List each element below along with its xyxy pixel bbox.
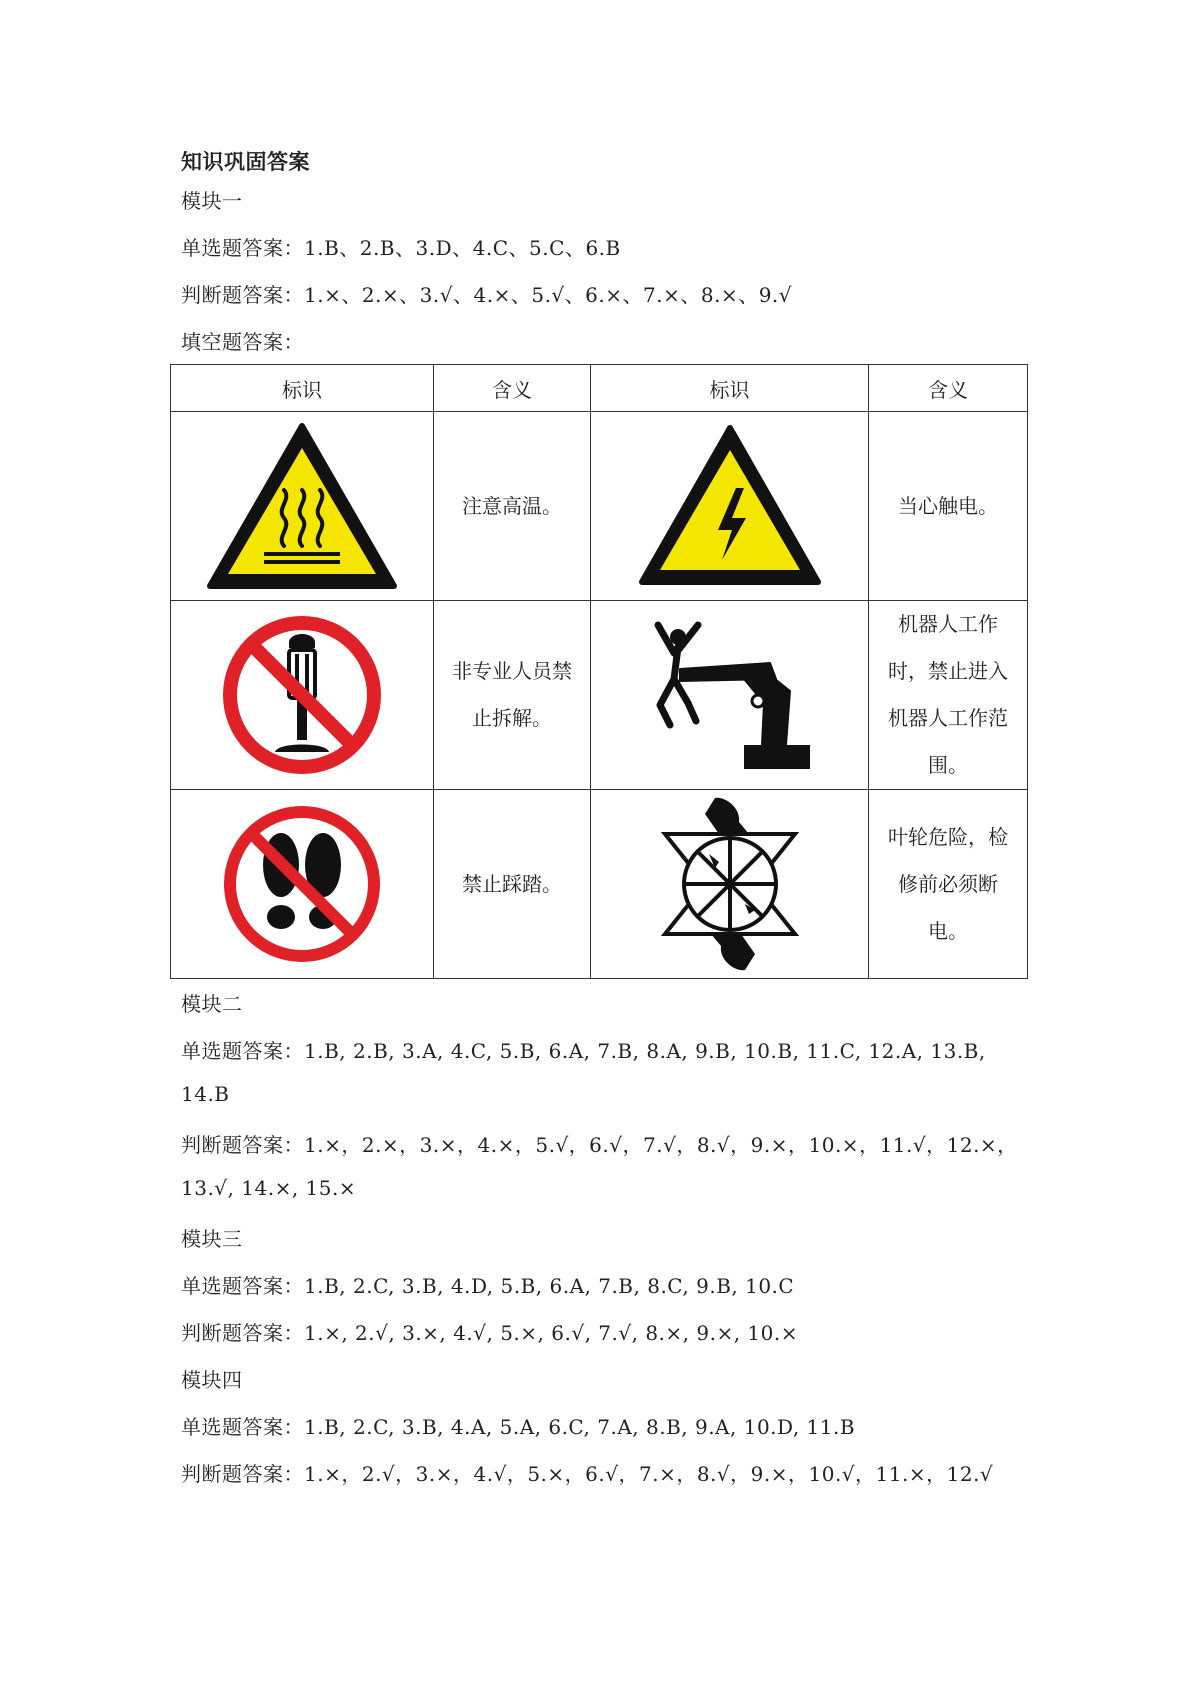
meaning-text: 止拆解。 [472, 706, 552, 730]
module-4-heading: 模块四 [181, 1368, 243, 1392]
module-3-single-choice: 单选题答案：1.B, 2.C, 3.B, 4.D, 5.B, 6.A, 7.B, 8.C, 9.B, 10.C [181, 1274, 795, 1298]
module-4-single-choice: 单选题答案：1.B, 2.C, 3.B, 4.A, 5.A, 6.C, 7.A, 8.B, 9.A, 10.D, 11.B [181, 1415, 856, 1439]
header-sign: 标识 [591, 365, 869, 412]
module-2-single-choice: 单选题答案：1.B, 2.B, 3.A, 4.C, 5.B, 6.A, 7.B, 8.A, 9.B, 10.B, 11.C, 12.A, 13.B, [181, 1039, 986, 1063]
no-stepping-prohibition-icon [217, 799, 387, 969]
module-1-true-false: 判断题答案：1.×、2.×、3.√、4.×、5.√、6.×、7.×、8.×、9.√ [181, 283, 793, 307]
module-2-single-choice-cont: 14.B [181, 1082, 230, 1106]
meaning-text: 机器人工作 [898, 612, 998, 636]
sign-cell [591, 412, 869, 601]
sign-cell [591, 601, 869, 790]
header-meaning: 含义 [869, 365, 1028, 412]
sign-cell [171, 790, 434, 979]
module-1-single-choice: 单选题答案：1.B、2.B、3.D、4.C、5.C、6.B [181, 236, 621, 260]
meaning-cell [434, 601, 591, 790]
hot-surface-warning-icon [202, 418, 402, 594]
meaning-text: 非专业人员禁 [452, 659, 572, 683]
meaning-cell [434, 790, 591, 979]
safety-signs-table [170, 364, 1028, 979]
meaning-cell [869, 412, 1028, 601]
page-title: 知识巩固答案 [181, 149, 310, 174]
meaning-text: 修前必须断 [898, 871, 998, 896]
meaning-text: 叶轮危险，检 [888, 824, 1008, 849]
module-3-true-false: 判断题答案：1.×, 2.√, 3.×, 4.√, 5.×, 6.√, 7.√, 8.×, 9.×, 10.× [181, 1321, 799, 1345]
table-header-row [171, 365, 1028, 412]
sign-cell [171, 601, 434, 790]
meaning-text: 禁止踩踏。 [462, 871, 562, 896]
module-2-true-false-cont: 13.√, 14.×, 15.× [181, 1176, 357, 1200]
sign-cell [591, 790, 869, 979]
module-4-true-false: 判断题答案：1.×，2.√，3.×，4.√，5.×，6.√，7.×，8.√，9.×，10.√，11.×，12.√ [181, 1462, 994, 1486]
module-1-heading: 模块一 [181, 189, 243, 213]
module-3-heading: 模块三 [181, 1227, 243, 1251]
meaning-text: 电。 [928, 918, 968, 943]
no-disassembly-prohibition-icon [217, 610, 387, 780]
table-row [171, 601, 1028, 790]
meaning-text: 围。 [928, 753, 968, 777]
impeller-hazard-icon [645, 794, 815, 974]
header-meaning: 含义 [434, 365, 591, 412]
meaning-cell [869, 601, 1028, 790]
meaning-cell [434, 412, 591, 601]
module-2-heading: 模块二 [181, 992, 243, 1016]
robot-arm-hazard-icon [640, 607, 820, 783]
header-sign: 标识 [171, 365, 434, 412]
meaning-text: 当心触电。 [898, 493, 998, 518]
meaning-text: 机器人工作范 [888, 706, 1008, 730]
module-1-fill-blank-label: 填空题答案： [181, 330, 304, 354]
sign-cell [171, 412, 434, 601]
electric-shock-warning-icon [630, 418, 830, 594]
table-row [171, 412, 1028, 601]
meaning-cell [869, 790, 1028, 979]
module-2-true-false: 判断题答案：1.×，2.×，3.×，4.×，5.√，6.√，7.√，8.√，9.×，10.×，11.√，12.×， [181, 1133, 1018, 1157]
meaning-text: 时，禁止进入 [888, 659, 1008, 683]
table-row [171, 790, 1028, 979]
meaning-text: 注意高温。 [462, 493, 562, 518]
